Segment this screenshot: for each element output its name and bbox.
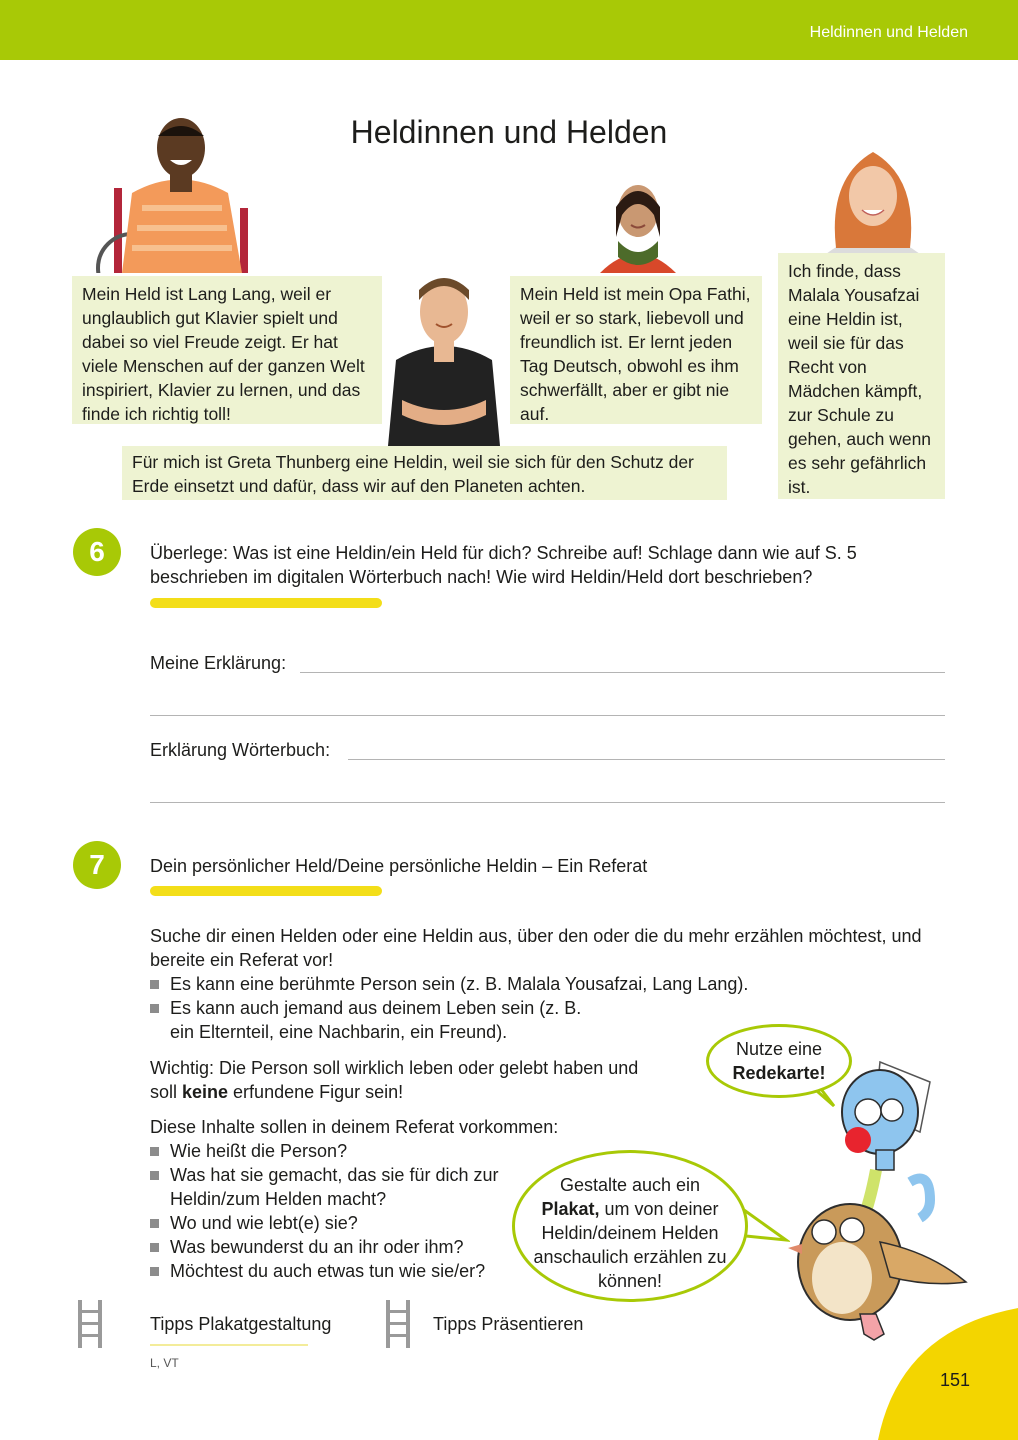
quote-lang-lang: Mein Held ist Lang Lang, weil er unglaublich gut Klavier spielt und dabei so viel Freude zeigt. Er hat viele Menschen auf der ganzen Welt inspiriert, Klavier zu lernen, und das finde ich richtig toll! (72, 276, 382, 424)
task-7-heading: Dein persönlicher Held/Deine persönliche Heldin – Ein Referat (150, 856, 648, 876)
page-title: Heldinnen und Helden (350, 114, 668, 150)
ladder-icon (384, 1300, 412, 1348)
task-6-text: Überlege: Was ist eine Heldin/ein Held für dich? Schreibe auf! Schlage dann wie auf S. 5 beschrieben im digitalen Wörterbuch nach! Wie wird Heldin/Held dort beschrieben? (150, 543, 857, 587)
list-item: Es kann auch jemand aus deinem Leben sein (z. B. ein Elternteil, eine Nachbarin, ein Freund). (150, 996, 590, 1044)
label-erklaerung-woerterbuch: Erklärung Wörterbuch: (150, 740, 331, 760)
girl-red-hair-photo (818, 148, 928, 254)
task-7-important: Wichtig: Die Person soll wirklich leben oder gelebt haben und soll keine erfundene Figur sein! (150, 1058, 639, 1102)
highlight-stroke (150, 886, 382, 896)
answer-line-2[interactable] (150, 715, 945, 716)
answer-line-1[interactable] (300, 672, 945, 673)
speech-bubble-plakat: Gestalte auch ein Plakat, um von deiner Heldin/deinem Helden anschaulich erzählen zu können! (512, 1150, 748, 1302)
label-meine-erklaerung: Meine Erklärung: (150, 653, 287, 673)
list-item: Wo und wie lebt(e) sie? (150, 1211, 510, 1235)
speech-bubble-redekarte: Nutze eine Redekarte! (706, 1024, 852, 1098)
list-item: Möchtest du auch etwas tun wie sie/er? (150, 1259, 510, 1283)
task-7-number: 7 (73, 841, 121, 889)
list-item: Was bewunderst du an ihr oder ihm? (150, 1235, 510, 1259)
content-intro: Diese Inhalte sollen in deinem Referat vorkommen: (150, 1117, 559, 1137)
girl-scarf-photo (596, 175, 680, 273)
highlight-stroke (150, 598, 382, 608)
footer-code: L, VT (150, 1356, 179, 1370)
quote-greta: Für mich ist Greta Thunberg eine Heldin, weil sie sich für den Schutz der Erde einsetzt und dafür, dass wir auf den Planeten achten. (122, 446, 727, 500)
answer-line-3[interactable] (348, 759, 945, 760)
tip-plakatgestaltung[interactable]: Tipps Plakatgestaltung (150, 1314, 332, 1334)
list-item: Wie heißt die Person? (150, 1139, 510, 1163)
list-item: Es kann eine berühmte Person sein (z. B. Malala Yousafzai, Lang Lang). (150, 972, 810, 996)
bullet-list-2 (150, 1139, 510, 1283)
list-item: Was hat sie gemacht, das sie für dich zur Heldin/zum Helden macht? (150, 1163, 500, 1211)
task-7-intro: Suche dir einen Helden oder eine Heldin aus, über den oder die du mehr erzählen möchtest, und bereite ein Referat vor! (150, 926, 922, 970)
quote-malala: Ich finde, dass Malala Yousafzai eine Heldin ist, weil sie für das Recht von Mädchen kämpft, zur Schule zu gehen, auch wenn es sehr gefährlich ist. (778, 253, 945, 499)
tip-underline (150, 1344, 308, 1346)
answer-line-4[interactable] (150, 802, 945, 803)
page-number: 151 (940, 1370, 971, 1390)
task-6-number: 6 (73, 528, 121, 576)
boy-wheelchair-photo (92, 118, 268, 273)
boy-arms-crossed-photo (382, 270, 506, 446)
bullet-list-1 (150, 972, 810, 1044)
quote-opa-fathi: Mein Held ist mein Opa Fathi, weil er so stark, liebevoll und freundlich ist. Er lernt jeden Tag Deutsch, obwohl es ihm schwerfällt, aber er gibt nie auf. (510, 276, 762, 424)
section-title: Heldinnen und Helden (809, 24, 968, 41)
ladder-icon (76, 1300, 104, 1348)
tip-praesentieren[interactable]: Tipps Präsentieren (433, 1314, 584, 1334)
